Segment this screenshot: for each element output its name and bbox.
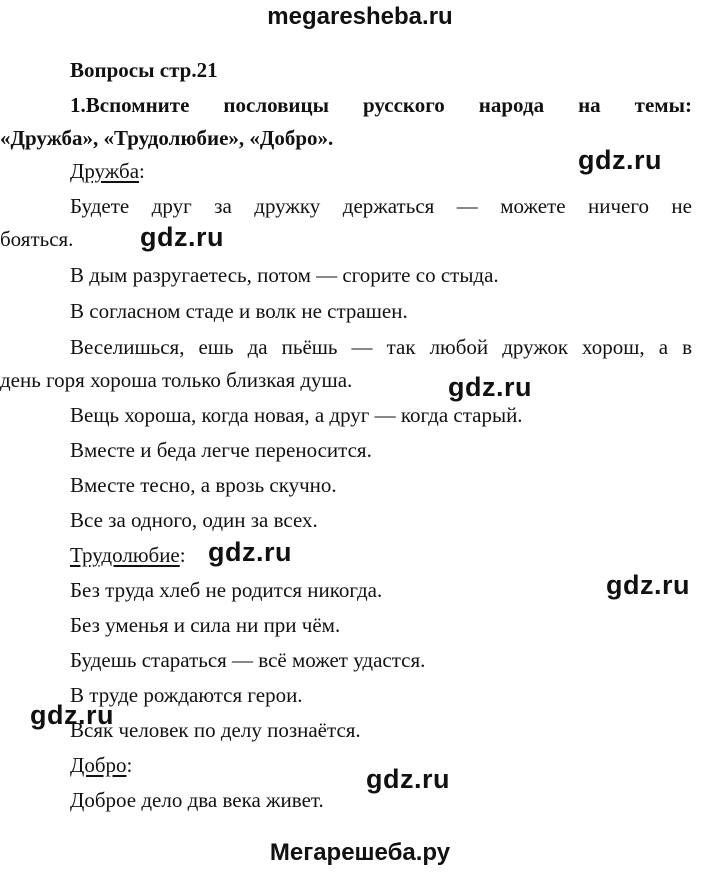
watermark-gdz: gdz.ru — [140, 222, 224, 252]
section-kindness-label: Добро — [70, 753, 127, 777]
proverb-friendship-1-line-1: Будете друг за дружку держаться — можете ничего не — [70, 194, 692, 218]
proverb-friendship-1-line-2: бояться. — [0, 227, 74, 251]
question-line-2: «Дружба», «Трудолюбие», «Добро». — [0, 126, 334, 150]
watermark-gdz: gdz.ru — [578, 145, 662, 175]
section-diligence-label: Трудолюбие — [70, 543, 180, 567]
watermark-gdz: gdz.ru — [448, 372, 532, 402]
proverb-friendship-6: Вместе и беда легче переносится. — [70, 438, 372, 462]
section-diligence-heading — [70, 539, 692, 572]
proverb-friendship-5: Вещь хороша, когда новая, а друг — когда старый. — [70, 403, 523, 427]
proverb-diligence-4: В труде рождаются герои. — [70, 683, 303, 707]
section-friendship-colon: : — [139, 159, 145, 183]
proverb-friendship-8: Все за одного, один за всех. — [70, 508, 318, 532]
site-footer: Мегарешеба.ру — [269, 839, 451, 866]
section-friendship-label: Дружба — [70, 159, 140, 183]
watermark-gdz: gdz.ru — [30, 700, 114, 730]
proverb-friendship-2: В дым разругаетесь, потом — сгорите со стыда. — [70, 263, 499, 287]
page-heading: Вопросы стр.21 — [70, 58, 218, 82]
section-kindness-colon: : — [126, 753, 133, 777]
proverb-diligence-5: Всяк человек по делу познаётся. — [70, 718, 361, 742]
proverb-friendship-7: Вместе тесно, а врозь скучно. — [70, 473, 337, 497]
site-header: megaresheba.ru — [267, 3, 453, 30]
proverb-friendship-4-line-1: Веселишься, ешь да пьёшь — так любой дружок хорош, а в — [70, 335, 692, 359]
proverb-friendship-3: В согласном стаде и волк не страшен. — [70, 299, 408, 323]
watermark-gdz: gdz.ru — [606, 570, 690, 600]
proverb-friendship-4-line-2: день горя хороша только близкая душа. — [0, 368, 353, 392]
proverb-diligence-3: Будешь стараться — всё может удастся. — [70, 648, 426, 672]
proverb-kindness-1: Доброе дело два века живет. — [70, 788, 324, 812]
watermark-gdz: gdz.ru — [208, 537, 292, 567]
proverb-diligence-2: Без уменья и сила ни при чём. — [70, 613, 341, 637]
section-diligence-colon: : — [179, 543, 186, 567]
question-line-1: 1.Вспомните пословицы русского народа на темы: — [70, 93, 692, 117]
watermark-gdz: gdz.ru — [366, 764, 450, 794]
proverb-diligence-1: Без труда хлеб не родится никогда. — [70, 578, 383, 602]
